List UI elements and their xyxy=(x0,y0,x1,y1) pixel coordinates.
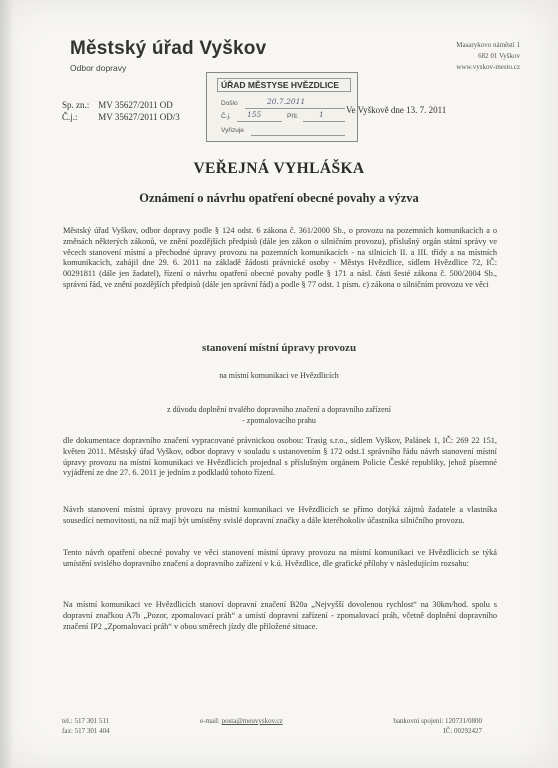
paragraph-intro: Městský úřad Vyškov, odbor dopravy podle § 124 odst. 6 zákona č. 361/2000 Sb., o provozu na pozemních komunikacích a o změnách některých zákonů, ve znění pozdějších předpisů (dále jen zákon o silničním provozu), příslušný orgán státní správy ve věcech stanovení místní a přechodné úpravy provozu na pozemních komunikacích - na silnicích II. a III. třídy a na místních komunikacích, zahájil dne 29. 6. 2011 na základě žádosti právnické osoby - Městys Hvězdlice, sídlem Hvězdlice 72, IČ: 00291811 (dále jen žadatel), řízení o návrhu opatření obecné povahy podle § 171 a násl. části šesté zákona č. 500/2004 Sb., správní řád, ve znění pozdějších předpisů (dále jen správní řád) a podle § 77 odst. 1 písm. c) zákona o silničním provozu ve věci xyxy=(63,226,497,289)
address-line: Masarykovo náměstí 1 xyxy=(456,41,520,49)
stamp-cj-value: 155 xyxy=(247,110,262,119)
sp-value: MV 35627/2011 OD xyxy=(98,100,173,110)
footer-tel: tel.: 517 301 511 xyxy=(62,717,110,725)
footer-email-label: e-mail: xyxy=(200,717,220,725)
stamp-title: ÚŘAD MĚSTYSE HVĚZDLICE xyxy=(217,78,351,92)
footer-email xyxy=(200,716,283,726)
stamp-cj-label: Č.j. xyxy=(221,113,231,120)
document-title: VEŘEJNÁ VYHLÁŠKA xyxy=(193,160,365,177)
reason-line xyxy=(0,404,558,426)
org-name: Městský úřad Vyškov xyxy=(70,38,267,59)
paragraph-scope: Tento návrh opatření obecné povahy ve věci stanovení místní úpravy provozu na místní komunikaci ve Hvězdlicích se týká umístění svislého dopravního značení a dopravního zařízení v k.ú. Hvězdlice, dle grafické přílohy v následujícím rozsahu: xyxy=(63,548,497,568)
address-line: 682 01 Vyškov xyxy=(478,52,520,60)
footer-ic: IČ: 00292427 xyxy=(443,727,482,735)
stamp-received-date: 20.7.2011 xyxy=(267,97,306,106)
cj-value: MV 35627/2011 OD/3 xyxy=(98,112,180,122)
stamp-received-label: Došlo xyxy=(221,100,238,107)
paragraph-measures: Na místní komunikaci ve Hvězdlicích stanoví dopravní značení B20a „Nejvyšší dovolenou rychlost“ na 30km/hod. spolu s dopravní značkou A7b „Pozor, zpomalovací práh“ a umístí dopravní zařízení - zpomalovací práh, včetně doplnění dopravního značení IP2 „Zpomalovací práh“ v obou směrech jízdy dle přiložené situace. xyxy=(63,600,497,631)
stamp-attachment-value: 1 xyxy=(319,110,324,119)
cj-label: Č.j.: xyxy=(62,112,78,122)
footer-fax: fax: 517 301 404 xyxy=(62,727,110,735)
receipt-stamp xyxy=(206,72,358,142)
department-name: Odbor dopravy xyxy=(70,63,127,73)
footer-bank xyxy=(370,716,482,736)
stamp-attachment-label: Příl. xyxy=(287,113,299,120)
scan-edge-shadow xyxy=(0,0,14,768)
sp-label: Sp. zn.: xyxy=(62,100,90,110)
stamp-handler-label: Vyřizuje xyxy=(221,127,244,134)
document-subtitle: Oznámení o návrhu opatření obecné povahy a výzva xyxy=(139,191,419,205)
reason-line-1: z důvodu doplnění trvalého dopravního značení a dopravního zařízení xyxy=(167,405,391,414)
paragraph-documentation: dle dokumentace dopravního značení vypracované právnickou osobou: Trasig s.r.o., sídlem Vyškov, Palánek 1, IČ: 269 22 151, květen 2011. Městský úřad Vyškov, odbor dopravy v souladu s ustanovením § 172 odst.1 správního řádu návrh stanovení místní úpravy provozu na místní komunikaci ve Hvězdlicích projednal s příslušným orgánem Policie České republiky, jehož písemné vyjádření ze dne 27. 6. 2011 je jedním z podkladů tohoto řízení. xyxy=(63,436,497,478)
footer-phone xyxy=(62,716,110,736)
address-line: www.vyskov-mesto.cz xyxy=(456,63,520,71)
document-date: Ve Vyškově dne 13. 7. 2011 xyxy=(346,105,447,115)
office-address xyxy=(400,40,520,73)
file-reference xyxy=(62,100,173,110)
reason-line-2: - zpomalovacího prahu xyxy=(242,416,316,425)
paragraph-affected-parties: Návrh stanovení místní úpravy provozu na místní komunikaci ve Hvězdlicích se přímo dotýká zájmů žadatele a vlastníka sousedící nemovitosti, na níž mají být umístěny svislé dopravní značky a dále kteréhokoliv účastníka silničního provozu. xyxy=(63,505,497,525)
location-line: na místní komunikaci ve Hvězdlicích xyxy=(219,371,339,380)
reference-number xyxy=(62,112,180,122)
section-heading: stanovení místní úpravy provozu xyxy=(201,342,357,354)
footer-email-link[interactable]: posta@meuvyskov.cz xyxy=(221,717,283,725)
footer-bank-account: bankovní spojení: 120731/0800 xyxy=(393,717,482,725)
